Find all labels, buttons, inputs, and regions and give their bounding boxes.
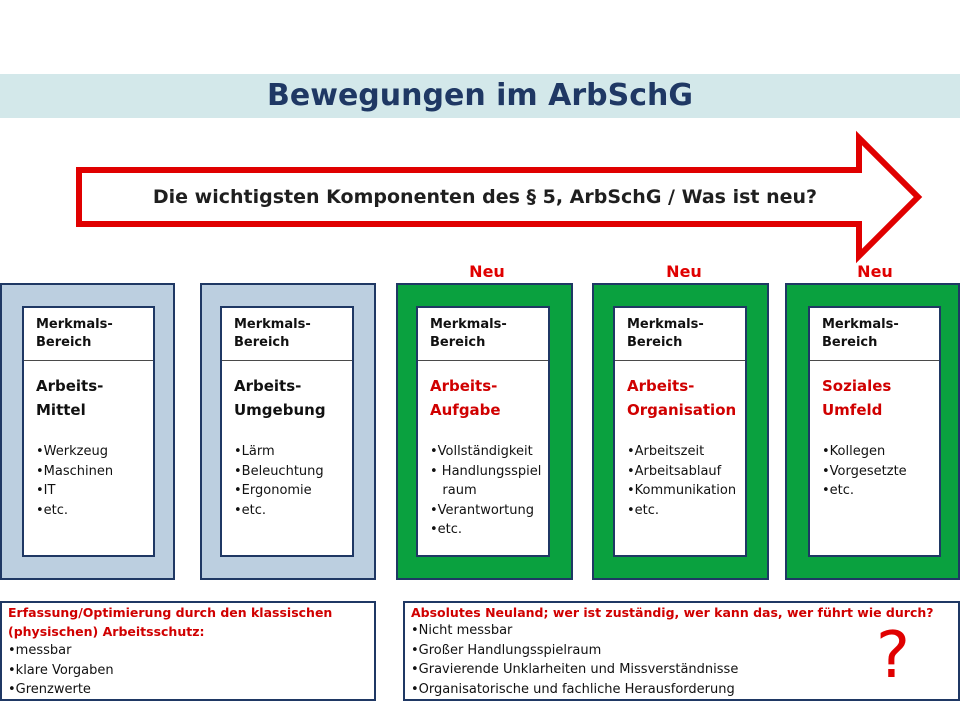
- card-divider: [222, 360, 352, 361]
- bottom-left-heading: Erfassung/Optimierung durch den klassischen (physischen) Arbeitsschutz:: [8, 605, 333, 639]
- bottom-left-box: [0, 601, 376, 701]
- list-item: •Kommunikation: [627, 483, 737, 498]
- card-divider: [810, 360, 939, 361]
- neu-label-organisation: Neu: [666, 262, 702, 281]
- list-item: •Lärm: [234, 444, 275, 459]
- card-divider: [418, 360, 548, 361]
- bottom-left-list: [8, 641, 114, 700]
- list-item: •Organisatorische und fachliche Herausforderung: [411, 681, 735, 697]
- column-card-arbeitsaufgabe: [416, 306, 550, 557]
- list-item: •etc.: [36, 502, 69, 518]
- card-title: Arbeits- Aufgabe: [430, 377, 501, 419]
- card-title: Arbeits- Organisation: [627, 377, 737, 419]
- neu-label-umfeld: Neu: [857, 262, 893, 281]
- neu-label-aufgabe: Neu: [469, 262, 505, 281]
- list-item: •Vollständigkeit: [430, 444, 533, 459]
- list-item: •Ergonomie: [234, 483, 312, 498]
- list-item: •messbar: [8, 643, 72, 658]
- card-list: [822, 442, 907, 501]
- column-card-sozialesumfeld: [808, 306, 941, 557]
- list-item: •Großer Handlungsspielraum: [411, 642, 602, 658]
- list-item: •etc.: [430, 522, 463, 537]
- list-item: •etc.: [822, 483, 855, 498]
- list-item: •Arbeitsablauf: [627, 463, 722, 479]
- bottom-right-heading: Absolutes Neuland; wer ist zuständig, wer kann das, wer führt wie durch?: [411, 605, 934, 620]
- list-item: •etc.: [627, 502, 660, 518]
- list-item: •Beleuchtung: [234, 463, 324, 479]
- list-item: •IT: [36, 483, 56, 498]
- card-title: Soziales Umfeld: [822, 377, 892, 419]
- card-list: [234, 442, 324, 520]
- list-item: •etc.: [234, 502, 267, 518]
- card-heading: Merkmals- Bereich: [627, 317, 704, 350]
- list-item: •Maschinen: [36, 463, 114, 479]
- card-heading: Merkmals- Bereich: [234, 317, 311, 350]
- column-card-arbeitsumgebung: [220, 306, 354, 557]
- card-heading: Merkmals- Bereich: [430, 317, 507, 350]
- question-mark: ?: [876, 619, 910, 693]
- card-list: [430, 442, 541, 540]
- card-title: Arbeits- Umgebung: [234, 377, 326, 419]
- card-list: [627, 442, 736, 520]
- bottom-right-list: [411, 621, 738, 699]
- card-list: [36, 442, 113, 520]
- card-heading: Merkmals- Bereich: [822, 317, 899, 350]
- arrow-text: Die wichtigsten Komponenten des § 5, ArbSchG / Was ist neu?: [152, 186, 818, 208]
- list-item: •Verantwortung: [430, 502, 534, 518]
- list-item: •Werkzeug: [36, 444, 108, 459]
- page-title: Bewegungen im ArbSchG: [267, 78, 693, 113]
- card-divider: [24, 360, 153, 361]
- card-heading: Merkmals- Bereich: [36, 317, 113, 350]
- list-item: •Gravierende Unklarheiten und Missverständnisse: [411, 662, 739, 677]
- list-item: •Nicht messbar: [411, 623, 513, 638]
- list-item: raum: [430, 483, 477, 498]
- list-item: •Arbeitszeit: [627, 444, 705, 459]
- list-item: •Vorgesetzte: [822, 463, 907, 479]
- list-item: •klare Vorgaben: [8, 662, 114, 678]
- list-item: • Handlungsspiel: [430, 463, 542, 479]
- column-card-arbeitsorganisation: [613, 306, 747, 557]
- column-card-arbeitsmittel: [22, 306, 155, 557]
- list-item: •Grenzwerte: [8, 682, 91, 697]
- card-divider: [615, 360, 745, 361]
- list-item: •Kollegen: [822, 444, 886, 459]
- card-title: Arbeits- Mittel: [36, 377, 104, 419]
